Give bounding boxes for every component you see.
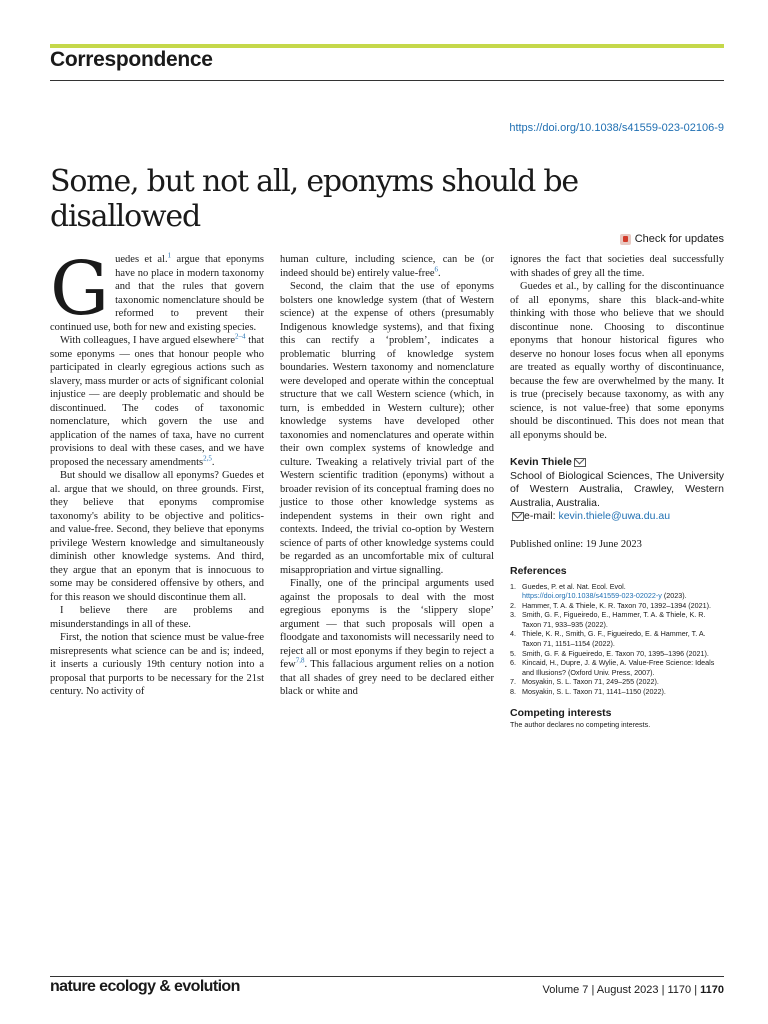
section-divider xyxy=(50,80,724,81)
column-1 xyxy=(50,246,264,699)
reference-number: 7. xyxy=(510,677,516,687)
author-affiliation: School of Biological Sciences, The University of Western Australia, Crawley, Western Australia, Australia. xyxy=(510,469,724,509)
reference-number: 5. xyxy=(510,648,516,658)
reference-item xyxy=(510,687,724,697)
reference-item xyxy=(510,601,724,611)
competing-interests-text: The author declares no competing interests. xyxy=(510,720,651,730)
journal-name: nature ecology & evolution xyxy=(50,978,240,995)
paragraph: With colleagues, I have argued elsewhere$^{2-4}$ that some eponyms — ones that honour people who participated in clearly egregious actions such as slavery, mass murder or acts of significant colonial injustice — are deeply problematic and should be discontinued. The codes of taxonomic nomenclature, which govern the use and application of the names of taxa, have no current provisions to deal with these cases, and we have proposed the necessary amendments$^{2,5}$. xyxy=(50,332,264,468)
reference-text: Hammer, T. A. & Thiele, K. R. Taxon 70, 1392–1394 (2021). xyxy=(522,600,711,610)
reference-text: Kincaid, H., Dupre, J. & Wylie, A. Value-Free Science: Ideals and Illusions? (Oxford Univ. Press, 2007). xyxy=(522,658,715,677)
citation[interactable]: 1 xyxy=(167,251,172,260)
doi-link[interactable]: https://doi.org/10.1038/s41559-023-02106-9 xyxy=(509,122,724,134)
reference-number: 4. xyxy=(510,629,516,639)
check-updates-icon xyxy=(620,234,631,245)
citation[interactable]: 2,5 xyxy=(203,454,212,462)
author-block xyxy=(510,456,724,524)
reference-number: 3. xyxy=(510,610,516,620)
citation[interactable]: 6 xyxy=(434,265,439,273)
page-number: 1170 xyxy=(700,984,724,996)
envelope-icon xyxy=(512,512,524,521)
reference-number: 2. xyxy=(510,600,516,610)
paragraph: But should we disallow all eponyms? Guedes et al. argue that we should, on three grounds. First, they believe that eponyms compromise taxonomy's ability to be objective and politics- and value-free. Second, they believe that eponyms privilege Western knowledge and simultaneously diminish other knowledge systems. And third, they argue that an eponym that is innocuous to some may be considered offensive by others, and for this reason we should discontinue them all. xyxy=(50,470,264,603)
reference-text: Smith, G. F., Figueiredo, E., Hammer, T. A. & Thiele, K. R. Taxon 71, 933–935 (2022). xyxy=(522,610,706,629)
published-date: Published online: 19 June 2023 xyxy=(510,538,642,550)
references-list xyxy=(510,582,724,697)
reference-item xyxy=(510,629,724,648)
reference-item xyxy=(510,649,724,659)
paragraph: First, the notion that science must be value-free misrepresents what science can be and is; indeed, it inserts a curiously 19th century notion into a proposal that purports to be necessary for the 21st century. No activity of xyxy=(50,632,264,697)
paragraph-intro: Guedes et al.$^1$ argue that eponyms have no place in modern taxonomy and that the rules that govern taxonomic nomenclature should be reformed to prevent their continued use, both for new and existing species. xyxy=(50,246,264,333)
drop-cap: G xyxy=(50,246,110,332)
check-for-updates-button[interactable] xyxy=(620,233,724,245)
check-updates-label: Check for updates xyxy=(634,233,724,245)
footer-divider xyxy=(50,976,724,977)
reference-number: 8. xyxy=(510,687,516,697)
reference-number: 1. xyxy=(510,581,516,591)
reference-text: Guedes, P. et al. Nat. Ecol. Evol. https://doi.org/10.1038/s41559-023-02022-y (2023). xyxy=(522,581,687,601)
article-title: Some, but not all, eponyms should be disallowed xyxy=(50,164,578,235)
paragraph: Finally, one of the principal arguments used against the proposals to deal with the most egregious eponyms is the ‘slippery slope’ argument — that such proposals will open a floodgate and taxonomists will necessarily need to reject all or most eponyms if they begin to reject a few$^{7,8}$. This fallacious argument relies on a notion that all shades of grey need to be declared either black or white and xyxy=(280,578,494,697)
section-label: Correspondence xyxy=(50,48,213,71)
email-label: e-mail: xyxy=(524,510,559,522)
citation[interactable]: 2–4 xyxy=(234,332,246,341)
author-email-link[interactable]: kevin.thiele@uwa.du.au xyxy=(558,510,671,522)
reference-text: Mosyakin, S. L. Taxon 71, 1141–1150 (2022). xyxy=(522,687,666,697)
reference-text: Mosyakin, S. L. Taxon 71, 249–255 (2022). xyxy=(522,677,659,687)
envelope-icon[interactable] xyxy=(574,458,586,467)
reference-text: Smith, G. F. & Figueiredo, E. Taxon 70, 1395–1396 (2021). xyxy=(522,648,709,658)
reference-item xyxy=(510,658,724,677)
paragraph: Guedes et al., by calling for the discontinuance of all eponyms, share this black-and-white thinking with those who believe that we should discontinue none. Choosing to discontinue eponyms that honour historical figures who deserve no honour loses focus when all eponyms are treated as equally worthy of discontinuance, because the few are overwhelmed by the many. It is true (precisely because taxonomy, as with any science, is not value-free) that some eponyms should be discontinued. This does not mean that all eponyms should be. xyxy=(510,281,724,441)
column-2 xyxy=(280,253,494,699)
volume-info: Volume 7 | August 2023 | 1170 | 1170 xyxy=(542,984,724,996)
author-name: Kevin Thiele xyxy=(510,456,572,468)
paragraph: human culture, including science, can be (or indeed should be) entirely value-free$^6$. xyxy=(280,254,494,279)
paragraph: ignores the fact that societies deal successfully with shades of grey all the time. xyxy=(510,254,724,279)
reference-number: 6. xyxy=(510,658,516,668)
references-heading: References xyxy=(510,565,567,577)
column-3 xyxy=(510,253,724,730)
reference-item xyxy=(510,610,724,629)
reference-item xyxy=(510,677,724,687)
paragraph: Second, the claim that the use of eponyms bolsters one knowledge system (that of Western science) at the expense of others (presumably Indigenous knowledge systems), and that fixing this can rectify a ‘problem’, indicates a problematic blurring of knowledge system boundaries. Western taxonomy and nomenclature were developed and operate within the conceptual structure that we call Western science (which, in turn, is embedded in Western culture); other knowledge systems have developed other taxonomies and nomenclatures and operate within their own complex systems of knowledge and culture. Tweaking a relatively trivial part of the Western scientific tradition (eponyms) without a broader revision of its conceptual framing does no justice to those other knowledge systems as independent systems in their own right and contexts. Indeed, the trivial co-option by Western science of parts of other knowledge systems could be regarded as an uncomfortable mix of cultural misappropriation and virtue signalling. xyxy=(280,281,494,576)
reference-text: Thiele, K. R., Smith, G. F., Figueiredo, E. & Hammer, T. A. Taxon 71, 1151–1154 (2022). xyxy=(522,629,706,649)
paragraph: I believe there are problems and misunderstandings in all of these. xyxy=(50,605,264,630)
reference-item xyxy=(510,582,724,601)
competing-interests-heading: Competing interests xyxy=(510,706,612,719)
reference-link[interactable]: https://doi.org/10.1038/s41559-023-02022-y xyxy=(522,591,662,601)
citation[interactable]: 7,8 xyxy=(295,656,305,665)
